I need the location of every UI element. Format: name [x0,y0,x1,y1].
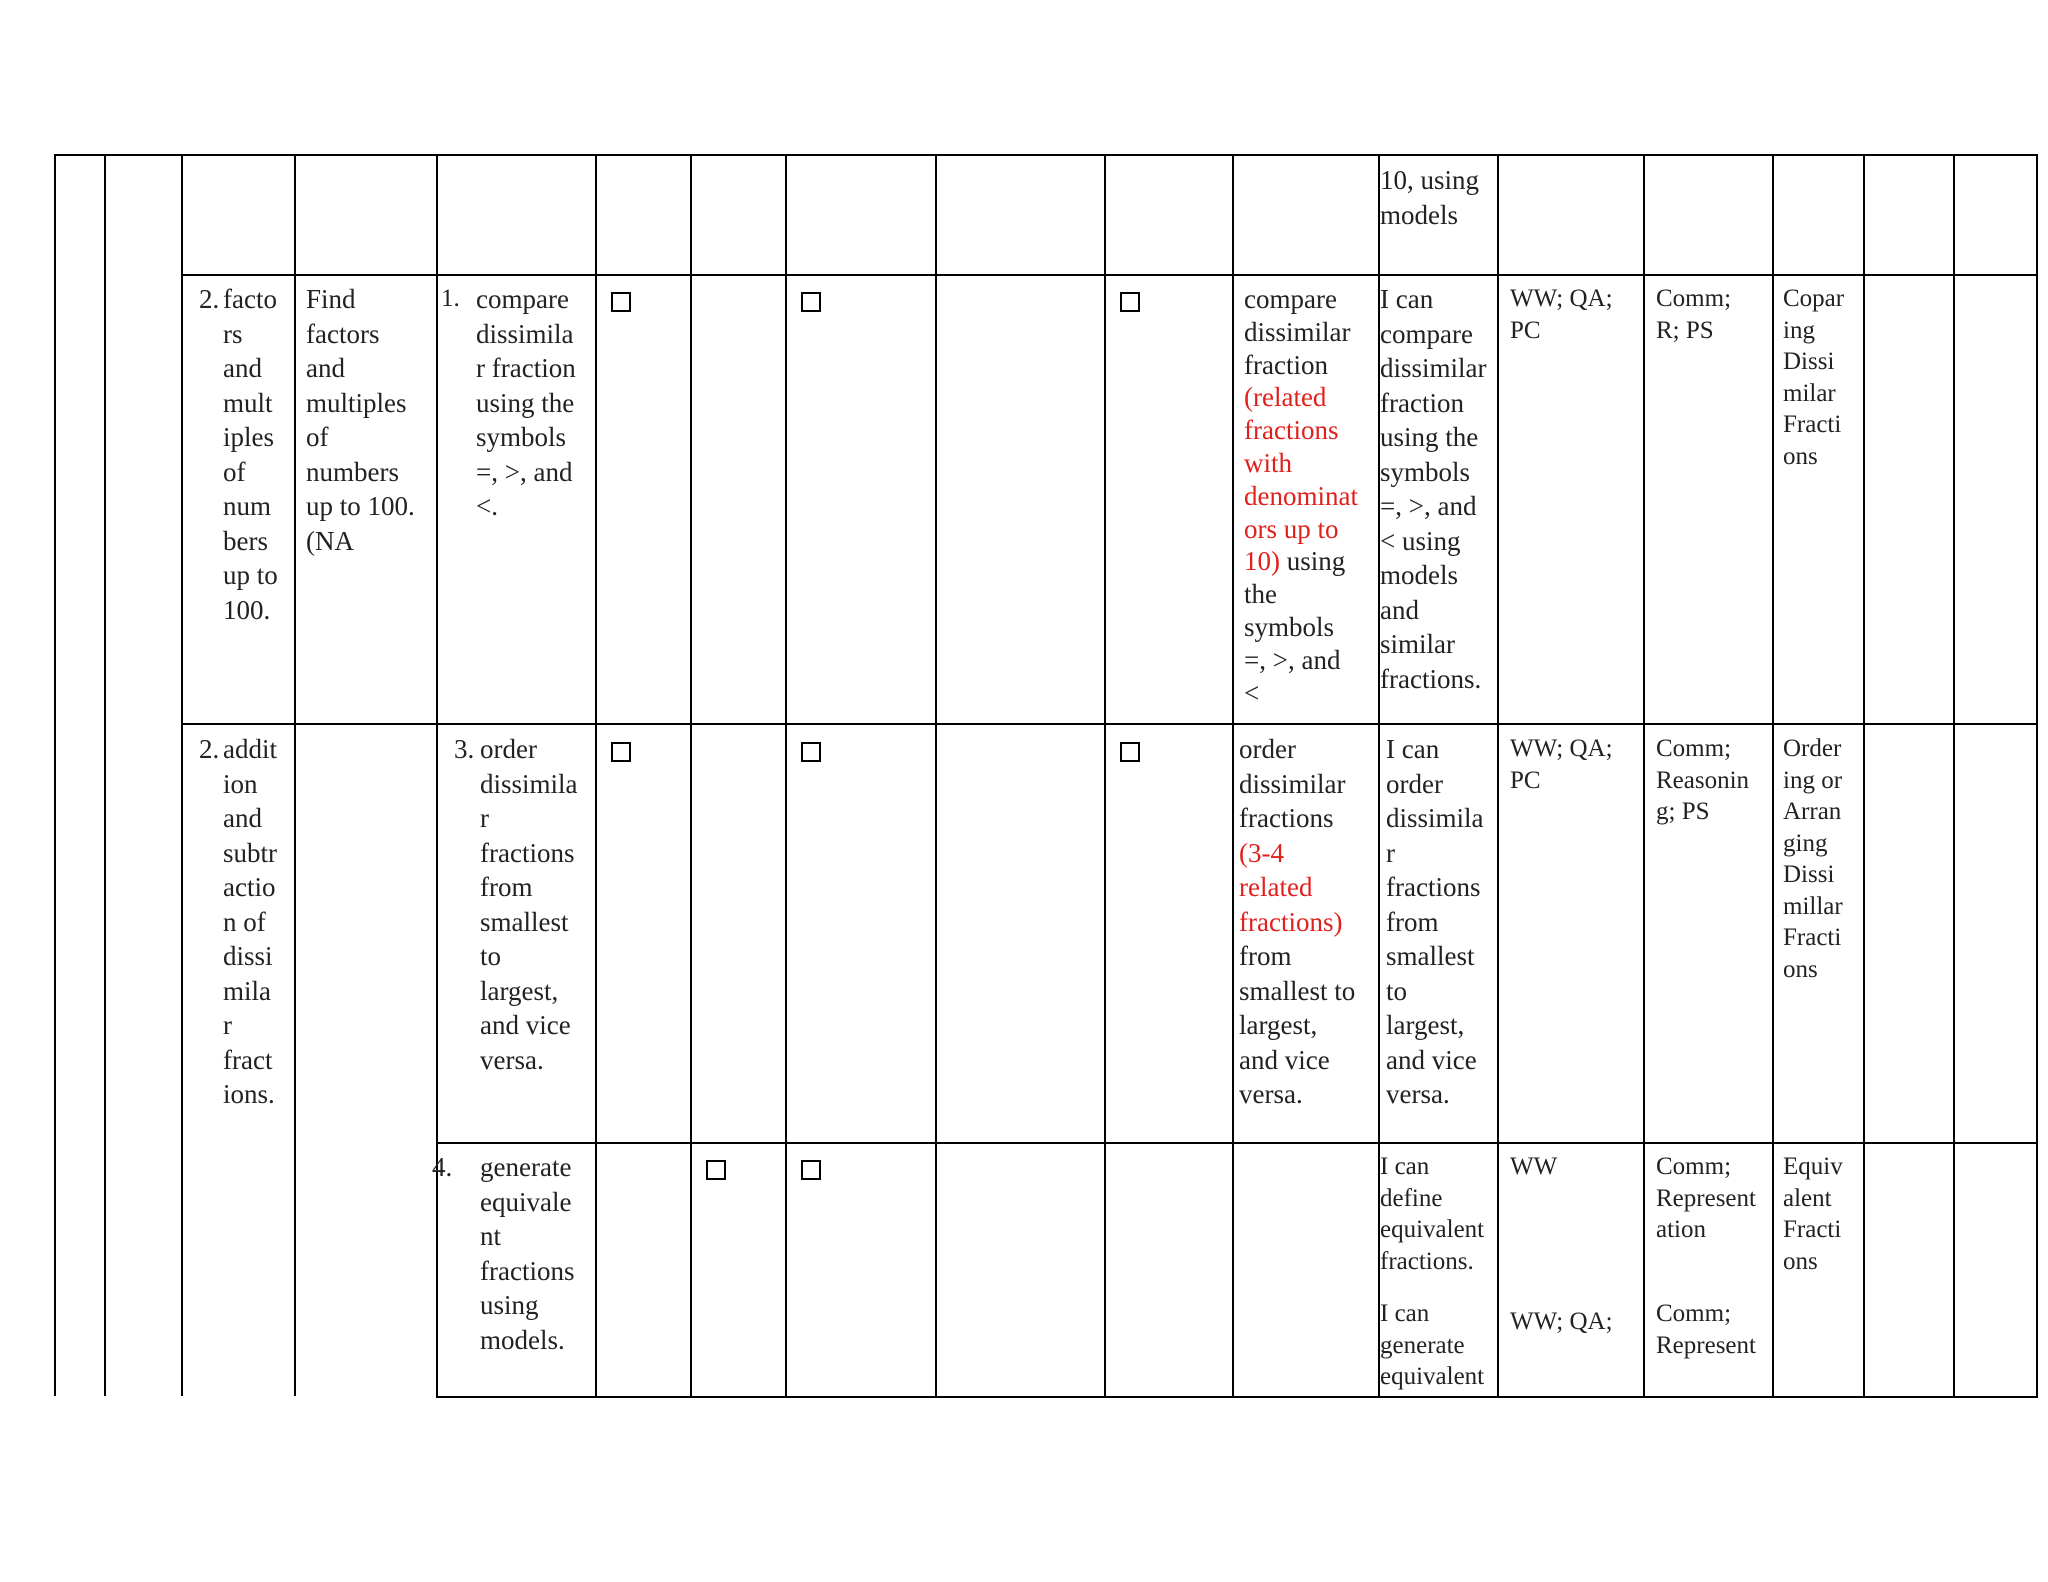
row-divider [181,274,2038,276]
table-line [1232,154,1234,1398]
unpacked-text: order dissimilar fractions [1239,734,1346,833]
table-line [690,154,692,1398]
domain-number: 2. [199,734,220,764]
table-line [1643,154,1645,1398]
topic-text: Copar ing Dissi milar Fracti ons [1783,285,1845,470]
competency-number: 4. [432,1152,453,1182]
table-line [294,154,296,1396]
unpacked-red-note: (related fractions with denominat ors up to 10) [1244,382,1358,577]
competency-text: compare dissimila r fraction using the symbols =, >, and <. [476,284,576,521]
table-line [181,154,183,1396]
table-line [436,154,438,1398]
empty-checkbox-icon[interactable] [801,742,821,762]
learning-target: I can compare dissimilar fraction using the symbols =, >, and < using models and similar fractions. [1380,284,1487,694]
competency-text: generate equivale nt fractions using models. [480,1152,575,1355]
row-divider [436,1142,2038,1144]
content-standard-text: Find factors and multiples of numbers up to 100. (NA [306,284,415,556]
table-border-left [54,154,56,1396]
empty-checkbox-icon[interactable] [706,1160,726,1180]
process-skill-text: Comm; Represent ation [1656,1153,1756,1243]
empty-checkbox-icon[interactable] [611,292,631,312]
table-line [1497,154,1499,1398]
domain-number: 2. [199,284,220,314]
topic-text: Equiv alent Fracti ons [1783,1153,1843,1275]
learning-target: I can generate equivalent [1380,1300,1485,1390]
competency-text: order dissimila r fractions from smallest to largest, and vice versa. [480,734,578,1075]
domain-text: facto rs and mult iples of num bers up to 100. [223,284,278,625]
domain-text: addit ion and subtr actio n of dissi mila r fract ions. [223,734,277,1109]
unpacked-text: compare dissimilar fraction [1244,284,1351,380]
competency-number: 1. [441,285,460,312]
assessment-text: WW; QA; PC [1510,735,1613,794]
table-border-right [2036,154,2038,1398]
unpacked-competency [1244,283,1378,709]
assessment-text: WW; QA; PC [1510,285,1613,344]
process-skill-text: Comm; Represent [1656,1300,1756,1359]
table-border-top [54,154,2038,156]
table-line [785,154,787,1398]
row-divider [181,723,2038,725]
competency-number: 3. [454,734,475,764]
table-line [935,154,937,1398]
empty-checkbox-icon[interactable] [1120,742,1140,762]
table-line [104,154,106,1396]
empty-checkbox-icon[interactable] [611,742,631,762]
unpacked-competency [1239,732,1377,1112]
unpacked-text: using the symbols =, >, and < [1244,546,1346,708]
table-border-bottom [436,1396,2038,1398]
process-skill-text: Comm; R; PS [1656,285,1732,344]
process-skill-text: Comm; Reasonin g; PS [1656,735,1750,825]
assessment-text: WW; QA; [1510,1308,1613,1335]
table-line [1953,154,1955,1398]
assessment-text: WW [1510,1153,1558,1180]
topic-text: Order ing or Arran ging Dissi millar Fracti ons [1783,735,1843,983]
empty-checkbox-icon[interactable] [801,292,821,312]
table-line [595,154,597,1398]
learning-target: I can define equivalent fractions. [1380,1153,1485,1275]
unpacked-red-note: (3-4 related fractions) [1239,837,1343,937]
table-line [1772,154,1774,1398]
unpacked-text: from smallest to largest, and vice versa. [1239,941,1356,1109]
table-line [1104,154,1106,1398]
competency-continued-text: 10, using models [1380,165,1480,230]
learning-target: I can order dissimila r fractions from smallest to largest, and vice versa. [1386,734,1484,1109]
table-line [1863,154,1865,1398]
empty-checkbox-icon[interactable] [801,1160,821,1180]
empty-checkbox-icon[interactable] [1120,292,1140,312]
